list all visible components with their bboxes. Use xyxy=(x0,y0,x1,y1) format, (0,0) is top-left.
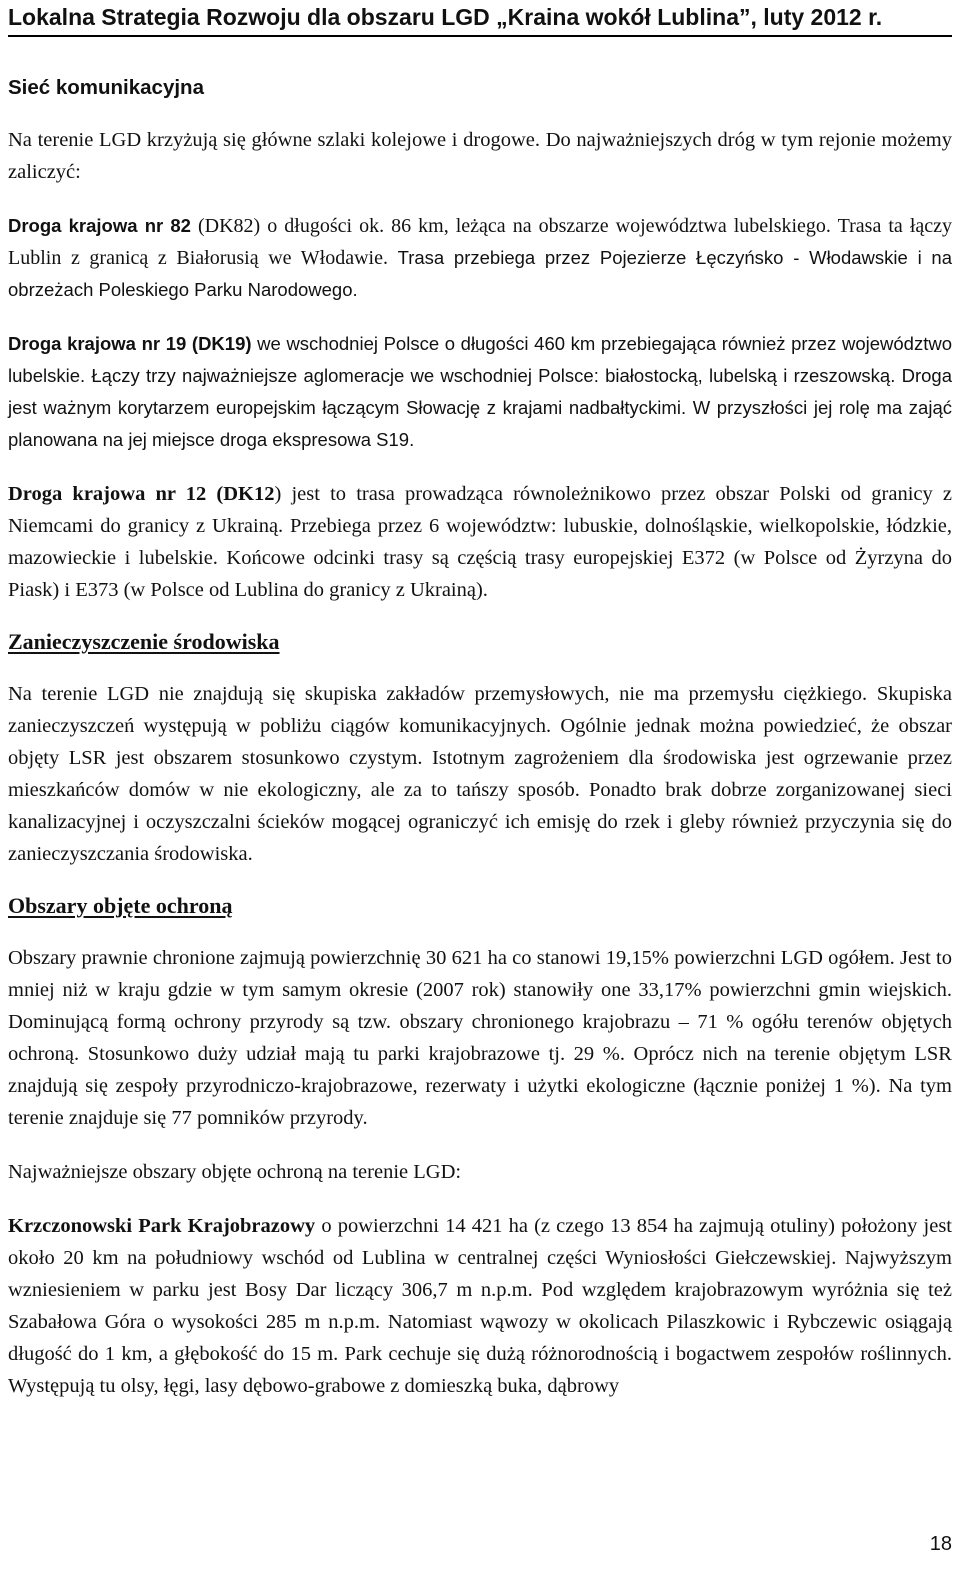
section-title-obszary: Obszary objęte ochroną xyxy=(8,893,233,918)
section-title-siec: Sieć komunikacyjna xyxy=(8,76,204,99)
section-title-zanieczyszczenie: Zanieczyszczenie środowiska xyxy=(8,629,280,654)
paragraph-zanieczyszczenie: Na terenie LGD nie znajdują się skupiska zakładów przemysłowych, nie ma przemysłu ciężkiego. Skupiska zanieczyszczeń występują w pobliżu ciągów komunikacyjnych. Ogólnie jednak można powiedzieć, że obszar objęty LSR jest obszarem stosunkowo czystym. Istotnym zagrożeniem dla środowiska jest ogrzewanie przez mieszkańców domów w nie ekologiczny, ale za to tańszy sposób. Ponadto brak dobrze zorganizowanej sieci kanalizacyjnej i oczyszczalni ścieków mogącej ograniczyć ich emisję do rzek i gleby również przyczynia się do zanieczyszczania środowiska. xyxy=(8,683,952,865)
dk12-text: ) jest to trasa prowadząca równoleżnikowo przez obszar Polski od granicy z Niemcami do granicy z Ukrainą. Przebiega przez 6 województw: lubuskie, dolnośląskie, wielkopolskie, łódzkie, mazowieckie i lubelskie. Końcowe odcinki trasy są częścią trasy europejskiej E372 (w Polsce od Żyrzyna do Piask) i E373 (w Polsce od Lublina do granicy z Ukrainą). xyxy=(8,483,952,601)
dk19-text: we wschodniej Polsce o długości 460 km przebiegająca również przez województwo lubelskie. Łączy trzy najważniejsze aglomeracje we wschodniej Polsce: białostocką, lubelską i rzeszowską. Droga jest ważnym korytarzem europejskim łączącym Słowację z krajami nadbałtyckimi. W przyszłości jej rolę ma zająć planowana na jej miejsce droga ekspresowa S19. xyxy=(8,333,952,450)
document-body xyxy=(8,74,952,1424)
paragraph-obszary-list-intro: Najważniejsze obszary objęte ochroną na terenie LGD: xyxy=(8,1161,462,1183)
page-number: 18 xyxy=(929,1533,952,1555)
dk19-heading: Droga krajowa nr 19 (DK19) xyxy=(8,333,252,354)
paragraph-siec-intro: Na terenie LGD krzyżują się główne szlaki kolejowe i drogowe. Do najważniejszych dróg w tym rejonie możemy zaliczyć: xyxy=(8,129,952,183)
dk82-text: (DK82) o długości ok. 86 km, leżąca na obszarze województwa lubelskiego. Trasa ta łączy Lublin z granicą z Białorusią we Włodawie. xyxy=(8,215,953,269)
dk82-text-2: Trasa przebiega przez Pojezierze Łęczyńsko - Włodawskie i na obrzeżach Poleskiego Parku Narodowego. xyxy=(8,247,953,300)
dk82-heading: Droga krajowa nr 82 xyxy=(8,215,191,236)
paragraph-dk19 xyxy=(8,328,952,456)
paragraph-obszary: Obszary prawnie chronione zajmują powierzchnię 30 621 ha co stanowi 19,15% powierzchni LGD ogółem. Jest to mniej niż w kraju gdzie w tym samym okresie (2007 rok) stanowiły one 33,17% powierzchni gmin wiejskich. Dominującą formą ochrony przyrody są tzw. obszary chronionego krajobrazu – 71 % ogółu terenów objętych ochroną. Stosunkowo duży udział mają tu parki krajobrazowe tj. 29 %. Oprócz nich na terenie objętym LSR znajdują się zespoły przyrodniczo-krajobrazowe, rezerwaty i użytki ekologiczne (łącznie poniżej 1 %). Na tym terenie znajduje się 77 pomników przyrody. xyxy=(8,947,952,1129)
paragraph-park xyxy=(8,1210,952,1402)
header-divider xyxy=(8,35,952,37)
page-header: Lokalna Strategia Rozwoju dla obszaru LGD „Kraina wokół Lublina”, luty 2012 r. xyxy=(8,4,883,30)
paragraph-dk82 xyxy=(8,210,952,306)
park-text: o powierzchni 14 421 ha (z czego 13 854 ha zajmują otuliny) położony jest około 20 km na południowy wschód od Lublina w centralnej części Wyniosłości Giełczewskiej. Najwyższym wzniesieniem w parku jest Bosy Dar liczący 306,7 m n.p.m. Pod względem krajobrazowym wyróżnia się też Szabałowa Góra o wysokości 285 m n.p.m. Natomiast wąwozy w okolicach Pilaszkowic i Rybczewic osiągają długość do 1 km, a głębokość do 15 m. Park cechuje się dużą różnorodnością i bogactwem zespołów roślinnych. Występują tu olsy, łęgi, lasy dębowo-grabowe z domieszką buka, dąbrowy xyxy=(8,1215,952,1397)
paragraph-dk12 xyxy=(8,478,952,606)
park-heading: Krzczonowski Park Krajobrazowy xyxy=(8,1215,316,1237)
dk12-heading: Droga krajowa nr 12 (DK12 xyxy=(8,483,275,505)
